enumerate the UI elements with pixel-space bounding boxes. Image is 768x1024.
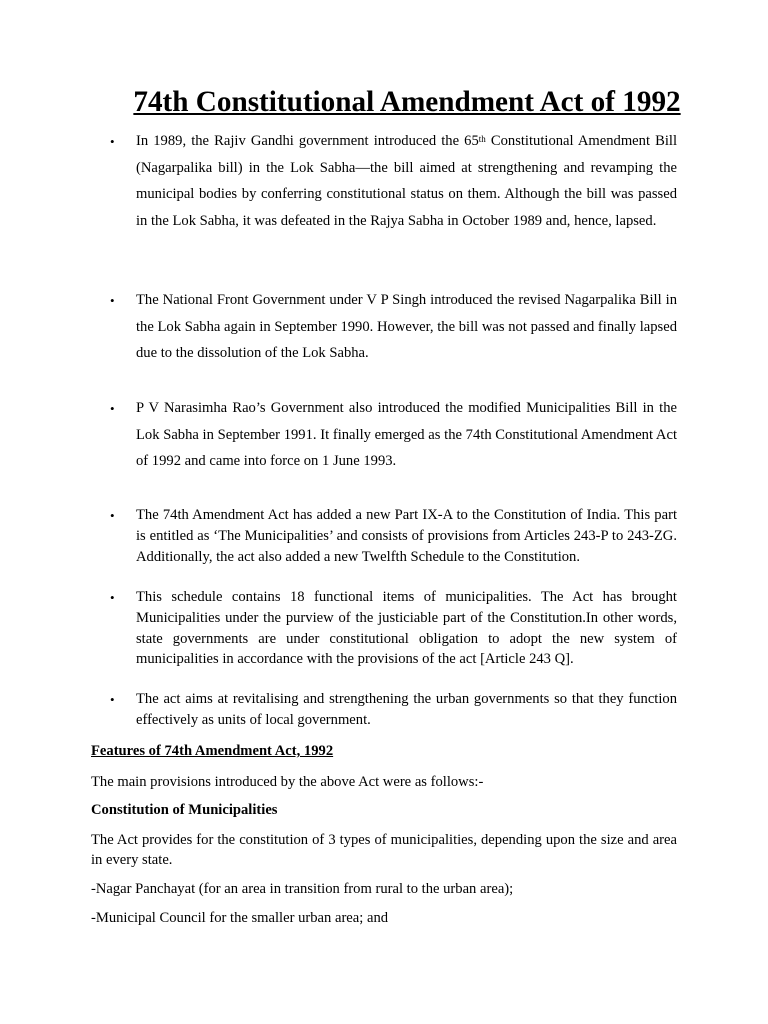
bullet-paragraph-1: In 1989, the Rajiv Gandhi government introduced the 65th Constitutional Amendment Bill (Nagarpalika bill) in the Lok Sabha—the bill aimed at strengthening and revamping the municipal bodies by conferring constitutional status on them. Although the bill was passed in the Lok Sabha, it was defeated in the Rajya Sabha in October 1989 and, hence, lapsed. bbox=[136, 133, 678, 230]
bullet-paragraph-3: P V Narasimha Rao’s Government also introduced the modified Municipalities Bill in the Lok Sabha in September 1991. It finally emerged as the 74th Constitutional Amendment Act of 1992 and came into force on 1 June 1993. bbox=[136, 400, 677, 470]
bullet-paragraph-4: The 74th Amendment Act has added a new Part IX-A to the Constitution of India. This part is entitled as ‘The Municipalities’ and consists of provisions from Articles 243-P to 243-ZG. Additionally, the act also added a new Twelfth Schedule to the Constitution. bbox=[136, 507, 677, 565]
features-heading: Features of 74th Amendment Act, 1992 bbox=[91, 743, 334, 759]
bullet-marker: • bbox=[110, 590, 115, 605]
bullet-marker: • bbox=[110, 508, 115, 523]
features-intro: The main provisions introduced by the above Act were as follows:- bbox=[91, 774, 484, 790]
document-title: 74th Constitutional Amendment Act of 1992 bbox=[133, 86, 681, 118]
constitution-heading: Constitution of Municipalities bbox=[91, 802, 278, 818]
municipality-type-1: -Nagar Panchayat (for an area in transition from rural to the urban area); bbox=[91, 881, 514, 897]
bullet-paragraph-5: This schedule contains 18 functional items of municipalities. The Act has brought Municipalities under the purview of the justiciable part of the Constitution.In other words, state governments are under constitutional obligation to adopt the new system of municipalities in accordance with the provisions of the act [Article 243 Q]. bbox=[136, 589, 677, 668]
constitution-text: The Act provides for the constitution of 3 types of municipalities, depending upon the size and area in every state. bbox=[91, 832, 677, 868]
bullet-marker: • bbox=[110, 293, 115, 308]
bullet-marker: • bbox=[110, 134, 115, 149]
municipality-type-2: -Municipal Council for the smaller urban area; and bbox=[91, 910, 389, 926]
bullet-paragraph-2: The National Front Government under V P Singh introduced the revised Nagarpalika Bill in the Lok Sabha again in September 1990. However, the bill was not passed and finally lapsed due to the dissolution of the Lok Sabha. bbox=[136, 292, 677, 362]
superscript-th: th bbox=[478, 134, 486, 144]
bullet-marker: • bbox=[110, 692, 115, 707]
bullet-paragraph-6: The act aims at revitalising and strengthening the urban governments so that they function effectively as units of local government. bbox=[136, 691, 677, 728]
bullet-marker: • bbox=[110, 401, 115, 416]
